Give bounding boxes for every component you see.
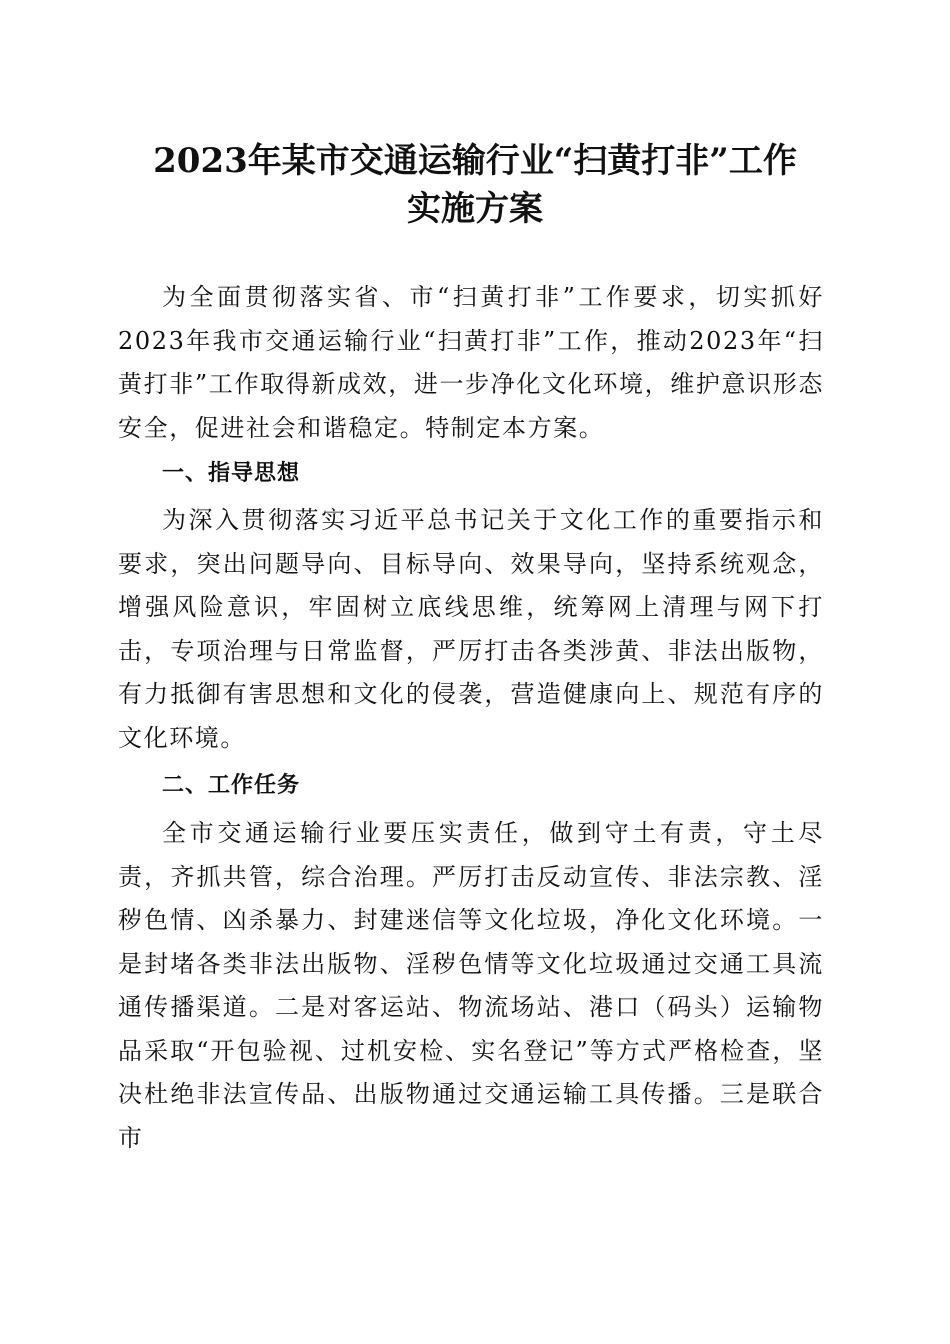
intro-paragraph: 为全面贯彻落实省、市“扫黄打非”工作要求，切实抓好2023年我市交通运输行业“扫黄打非”工作，推动2023年“扫黄打非”工作取得新成效，进一步净化文化环境，维护意识形态安全，促进社会和谐稳定。特制定本方案。 <box>118 283 824 442</box>
work-tasks-paragraph: 全市交通运输行业要压实责任，做到守土有责，守土尽责，齐抓共管，综合治理。严厉打击反动宣传、非法宗教、淫秽色情、凶杀暴力、封建迷信等文化垃圾，净化文化环境。一是封堵各类非法出版物、淫秽色情等文化垃圾通过交通工具流通传播渠道。二是对客运站、物流场站、港口（码头）运输物品采取“开包验视、过机安检、实名登记”等方式严格检查，坚决杜绝非法宣传品、出版物通过交通运输工具传播。三是联合市 <box>118 819 824 1152</box>
document-title-line-1: 2023年某市交通运输行业“扫黄打非”工作 <box>153 141 797 181</box>
section-heading-work-tasks: 二、工作任务 <box>162 773 301 798</box>
document-title-line-2: 实施方案 <box>407 189 543 229</box>
guiding-ideology-paragraph: 为深入贯彻落实习近平总书记关于文化工作的重要指示和要求，突出问题导向、目标导向、效果导向，坚持系统观念，增强风险意识，牢固树立底线思维，统筹网上清理与网下打击，专项治理与日常监督，严厉打击各类涉黄、非法出版物，有力抵御有害思想和文化的侵袭，营造健康向上、规范有序的文化环境。 <box>118 506 824 752</box>
section-heading-guiding-ideology: 一、指导思想 <box>162 461 301 486</box>
